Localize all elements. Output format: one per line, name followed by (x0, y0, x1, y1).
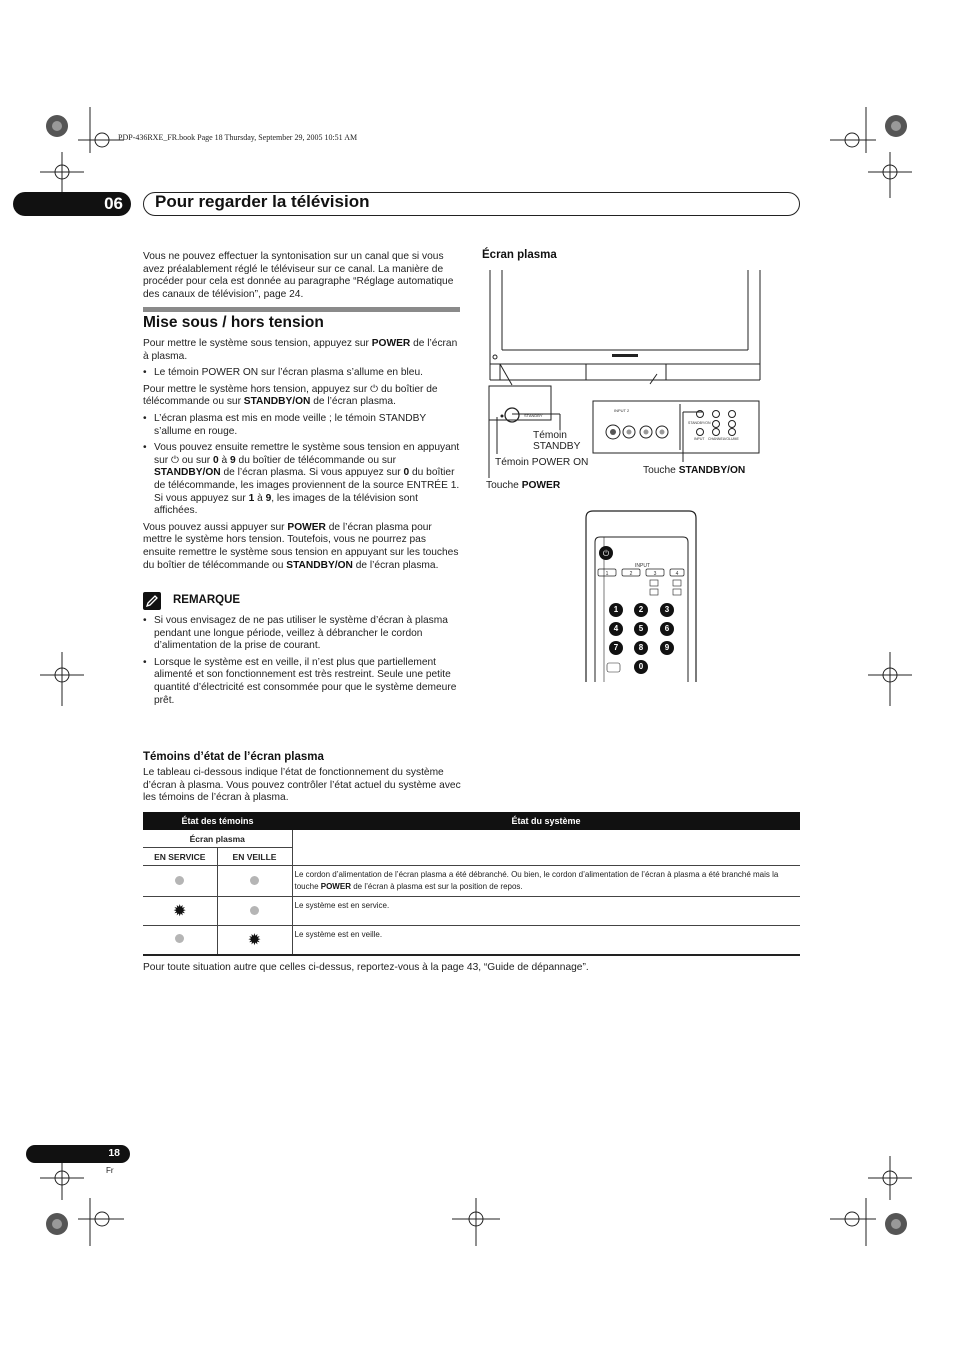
remote-key-7: 7 (613, 643, 619, 652)
label-standby-led: Témoin STANDBY (533, 430, 581, 452)
power-symbol-icon: ⏻ (370, 383, 379, 395)
table-row (143, 926, 800, 955)
status-table-description: Le tableau ci-dessous indique l’état de fonctionnement du système d’écran à plasma. Vous pouvez contrôler l’état actuel du système avec les témoins de l’écran à plasma. (143, 767, 461, 804)
section-rule (143, 307, 460, 312)
chapter-number-badge (13, 192, 131, 216)
remote-key-6: 6 (664, 624, 670, 633)
paragraph-power-on: Pour mettre le système sous tension, appuyez sur POWER de l’écran à plasma. (143, 338, 458, 362)
table-head-system: État du système (292, 812, 800, 830)
bullet-power-on-led: • Le témoin POWER ON sur l’écran plasma s’allume en bleu. (143, 367, 461, 380)
remote-key-2: 2 (638, 605, 644, 614)
table-head-indicators: État des témoins (143, 812, 292, 830)
panel-sub-label: VOLUME (724, 437, 739, 441)
page-number-badge (26, 1145, 130, 1163)
figure-title: Écran plasma (482, 249, 557, 261)
panel-sub-label: INPUT (694, 437, 705, 441)
chapter-title: Pour regarder la télévision (155, 192, 370, 211)
panel-standby-text: STANDBY (524, 413, 543, 418)
troubleshooting-reference: Pour toute situation autre que celles ci-dessus, reportez-vous à la page 43, “Guide de dépannage”. (143, 962, 589, 973)
table-row (143, 897, 800, 926)
remote-key-8: 8 (638, 643, 644, 652)
remote-key-3: 3 (664, 605, 670, 614)
note-item: • Si vous envisagez de ne pas utiliser le système d’écran à plasma pendant une longue période, veillez à débrancher le cordon d’alimentation de la prise de courant. (143, 615, 461, 653)
label-power-button: Touche POWER (486, 480, 561, 491)
status-table-title: Témoins d’état de l’écran plasma (143, 751, 324, 763)
table-row (143, 866, 800, 897)
label-power-on-led: Témoin POWER ON (495, 457, 589, 468)
remote-input-text: INPUT (635, 563, 650, 569)
page-number: 18 (108, 1147, 120, 1159)
bullet-resume: • Vous pouvez ensuite remettre le système sous tension en appuyant sur ⏻ ou sur 0 à 9 du boîtier de télécommande ou sur STANDBY/ON de l’écran plasma. Si vous appuyez sur 0 du boîtier de télécommande, les images proviennent de la source ENTRÉE 1. Si vous appuyez sur 1 à 9, les images de la télévision sont affichées. (143, 442, 461, 518)
power-symbol-icon: ⏻ (170, 454, 180, 466)
note-item: • Lorsque le système est en veille, il n’est plus que partiellement alimenté et son fonctionnement est très restreint. Seule une petite quantité d’électricité est consommée pour que le système demeure prêt. (143, 657, 461, 707)
chapter-number: 06 (104, 194, 123, 213)
svg-text:3: 3 (653, 571, 657, 577)
led-off-icon (175, 876, 184, 885)
svg-text:1: 1 (605, 571, 609, 577)
note-list (143, 615, 461, 711)
row-description: Le cordon d’alimentation de l’écran plasma a été débranché. Ou bien, le cordon d’alimentation de l’écran à plasma a été branché mais la touche POWER de l’écran à plasma est sur la position de repos. (292, 866, 800, 897)
file-header: PDP-436RXE_FR.book Page 18 Thursday, September 29, 2005 10:51 AM (118, 133, 358, 142)
led-lit-icon: ✹ (247, 931, 262, 949)
svg-text:⏻: ⏻ (602, 549, 610, 558)
status-table (143, 812, 800, 956)
panel-input-text: INPUT 2 (614, 408, 630, 413)
led-off-icon (250, 906, 259, 915)
remote-key-0: 0 (638, 662, 644, 671)
language-code: Fr (106, 1166, 114, 1175)
remote-key-1: 1 (613, 605, 619, 614)
plasma-display-illustration (482, 268, 782, 388)
table-subhead-plasma: Écran plasma (143, 830, 292, 848)
remote-key-4: 4 (613, 624, 619, 633)
panel-standby-on-text: STANDBY/ON (688, 421, 711, 425)
paragraph-power-off: Pour mettre le système hors tension, appuyez sur ⏻ du boîtier de télécommande ou sur STANDBY/ON de l’écran plasma. (143, 383, 438, 408)
led-lit-icon: ✹ (173, 903, 187, 920)
col-en-veille: EN VEILLE (217, 848, 292, 866)
paragraph-power-button: Vous pouvez aussi appuyer sur POWER de l’écran plasma pour mettre le système hors tension. Toutefois, vous ne pourrez pas ensuite remettre le système sous tension en appuyant sur les touches du boîtier de télécommande ou STANDBY/ON de l’écran plasma. (143, 521, 459, 571)
row-description: Le système est en veille. (292, 926, 800, 955)
label-standby-on-button: Touche STANDBY/ON (643, 465, 746, 476)
row-description: Le système est en service. (292, 897, 800, 926)
remote-key-5: 5 (638, 624, 644, 633)
note-label: REMARQUE (173, 594, 241, 606)
led-off-icon (175, 934, 184, 943)
section-title: Mise sous / hors tension (143, 314, 324, 331)
pencil-note-icon (143, 592, 161, 610)
col-en-service: EN SERVICE (143, 848, 217, 866)
remote-control-illustration (585, 510, 697, 682)
bullet-standby-led: • L’écran plasma est mis en mode veille ; le témoin STANDBY s’allume en rouge. (143, 413, 461, 438)
svg-text:2: 2 (629, 571, 633, 577)
intro-paragraph: Vous ne pouvez effectuer la syntonisation sur un canal que si vous avez préalablement réglé le téléviseur sur ce canal. La manière de procéder pour cela est donnée au paragraphe “Réglage automatique des canaux de télévision”, page 24. (143, 251, 454, 300)
remote-key-9: 9 (664, 643, 670, 652)
power-instructions (143, 338, 461, 576)
led-off-icon (250, 876, 259, 885)
svg-text:4: 4 (675, 571, 679, 577)
panel-sub-label: CHANNEL (708, 437, 725, 441)
